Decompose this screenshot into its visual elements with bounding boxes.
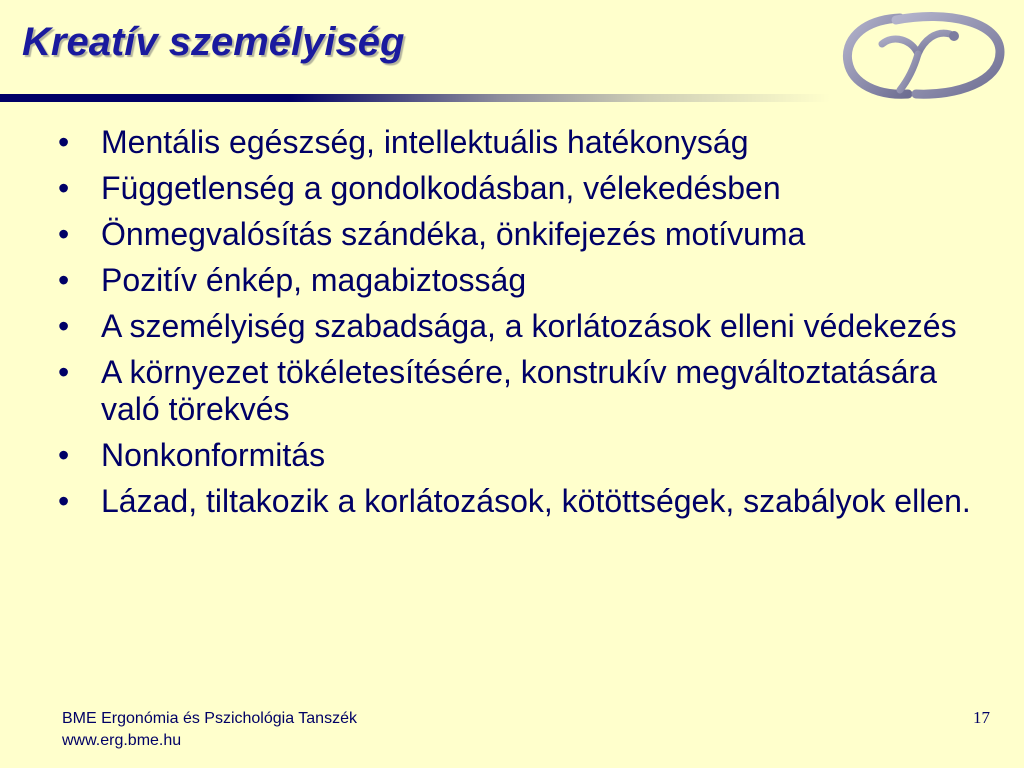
bullet-dot-icon: •: [58, 354, 70, 390]
bullet-item: [58, 262, 998, 299]
bullet-text: Lázad, tiltakozik a korlátozások, kötöttségek, szabályok ellen.: [101, 483, 971, 519]
bullet-item: [58, 437, 998, 474]
bullet-text: A környezet tökéletesítésére, konstrukív megváltoztatására való törekvés: [101, 354, 937, 427]
bullet-text: Mentális egészség, intellektuális hatékonyság: [101, 124, 749, 160]
bullet-text: Pozitív énkép, magabiztosság: [101, 262, 527, 298]
erg-logo-icon: [838, 10, 1008, 102]
bullet-dot-icon: •: [58, 483, 70, 519]
bullet-dot-icon: •: [58, 216, 70, 252]
footer-info: [62, 708, 357, 752]
title-underline-bar: [0, 94, 830, 102]
bullet-item: [58, 308, 998, 345]
bullet-item: [58, 124, 998, 161]
bullet-dot-icon: •: [58, 308, 70, 344]
bullet-item: [58, 216, 998, 253]
bullet-item: [58, 483, 998, 520]
bullet-dot-icon: •: [58, 437, 70, 473]
bullet-text: A személyiség szabadsága, a korlátozások elleni védekezés: [101, 308, 957, 344]
bullet-item: [58, 354, 998, 428]
footer-department: BME Ergonómia és Pszichológia Tanszék: [62, 710, 357, 727]
bullet-dot-icon: •: [58, 124, 70, 160]
bullet-text: Önmegvalósítás szándéka, önkifejezés motívuma: [101, 216, 806, 252]
bullet-dot-icon: •: [58, 170, 70, 206]
page-number: 17: [973, 708, 990, 727]
bullet-dot-icon: •: [58, 262, 70, 298]
bullet-item: [58, 170, 998, 207]
bullet-text: Függetlenség a gondolkodásban, vélekedésben: [101, 170, 781, 206]
slide-title: Kreatív személyiség: [22, 20, 405, 64]
bullet-list: [58, 124, 998, 529]
footer-website: www.erg.bme.hu: [62, 732, 182, 749]
bullet-text: Nonkonformitás: [101, 437, 326, 473]
